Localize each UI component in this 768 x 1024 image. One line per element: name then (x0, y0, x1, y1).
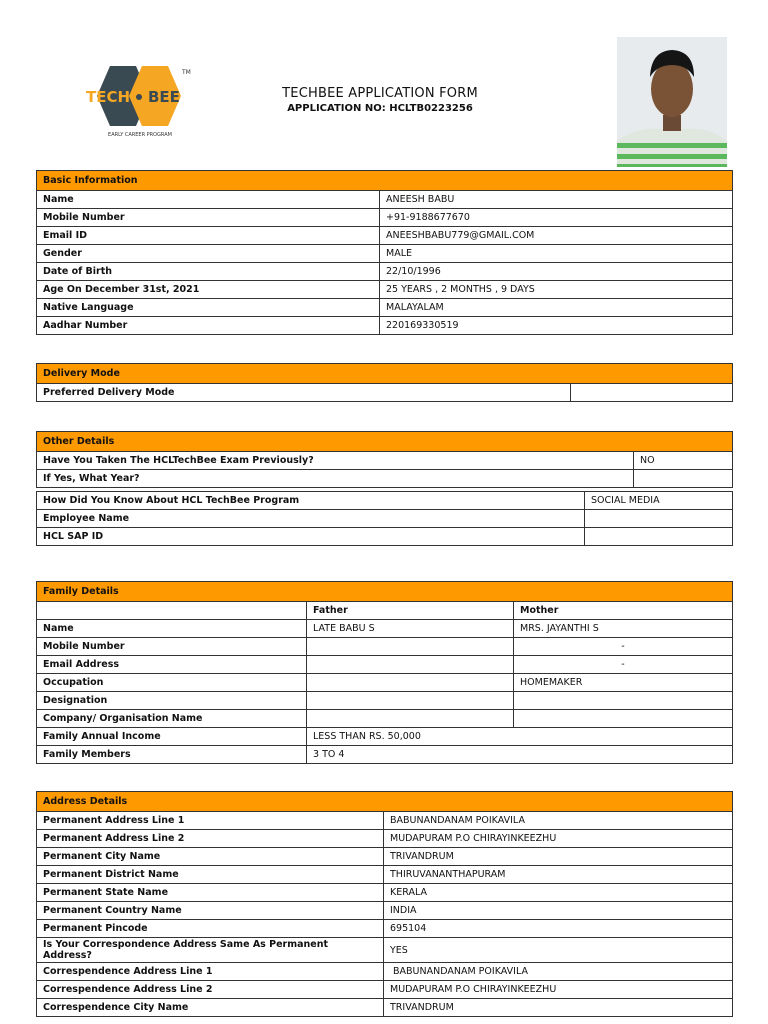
table-row: Permanent District Name THIRUVANANTHAPURAM (37, 866, 733, 884)
other-details-table (36, 431, 733, 488)
table-row: Permanent Address Line 1 BABUNANDANAM POIKAVILA (37, 812, 733, 830)
table-row: Is Your Correspondence Address Same As Permanent Address? YES (37, 938, 733, 963)
table-row: Native Language MALAYALAM (37, 299, 733, 317)
bee-icon (136, 94, 142, 100)
basic-information-table (36, 170, 733, 335)
table-row: Family Annual Income LESS THAN RS. 50,000 (37, 728, 733, 746)
other-details-heading: Other Details (37, 432, 733, 452)
table-row: Permanent City Name TRIVANDRUM (37, 848, 733, 866)
father-column-header: Father (307, 602, 514, 620)
logo-text-left: TECH (86, 88, 131, 106)
techbee-logo (80, 64, 200, 140)
delivery-mode-heading: Delivery Mode (37, 364, 733, 384)
table-row: If Yes, What Year? (37, 470, 733, 488)
family-details-table (36, 581, 733, 764)
table-row: Email Address - (37, 656, 733, 674)
table-row: Employee Name (37, 510, 733, 528)
application-number: APPLICATION NO: HCLTB0223256 (287, 103, 473, 114)
table-row: Name ANEESH BABU (37, 191, 733, 209)
table-row: Gender MALE (37, 245, 733, 263)
delivery-mode-table (36, 363, 733, 402)
basic-information-heading: Basic Information (37, 171, 733, 191)
table-row: Correspendence Address Line 1 BABUNANDANAM POIKAVILA (37, 963, 733, 981)
table-row: Have You Taken The HCLTechBee Exam Previously? NO (37, 452, 733, 470)
table-row: How Did You Know About HCL TechBee Program SOCIAL MEDIA (37, 492, 733, 510)
table-row: HCL SAP ID (37, 528, 733, 546)
table-row: Designation (37, 692, 733, 710)
table-row: Permanent State Name KERALA (37, 884, 733, 902)
table-row: Permanent Pincode 695104 (37, 920, 733, 938)
table-row: Company/ Organisation Name (37, 710, 733, 728)
table-row: Occupation HOMEMAKER (37, 674, 733, 692)
logo-text-right: BEE (148, 88, 180, 106)
table-row: Aadhar Number 220169330519 (37, 317, 733, 335)
table-row: Correspendence City Name TRIVANDRUM (37, 999, 733, 1017)
table-row: Age On December 31st, 2021 25 YEARS , 2 MONTHS , 9 DAYS (37, 281, 733, 299)
mother-column-header: Mother (514, 602, 733, 620)
table-row: Mobile Number - (37, 638, 733, 656)
table-header-row (37, 602, 733, 620)
applicant-photo (617, 37, 727, 167)
table-row: Correspendence Address Line 2 MUDAPURAM P.O CHIRAYINKEEZHU (37, 981, 733, 999)
logo-tagline: EARLY CAREER PROGRAM (108, 132, 172, 138)
table-row: Name LATE BABU S MRS. JAYANTHI S (37, 620, 733, 638)
table-row: Permanent Address Line 2 MUDAPURAM P.O CHIRAYINKEEZHU (37, 830, 733, 848)
table-row: Date of Birth 22/10/1996 (37, 263, 733, 281)
form-title-block (200, 86, 560, 114)
table-row: Permanent Country Name INDIA (37, 902, 733, 920)
family-details-heading: Family Details (37, 582, 733, 602)
table-row: Preferred Delivery Mode (37, 384, 733, 402)
form-title: TECHBEE APPLICATION FORM (282, 86, 478, 101)
table-row: Family Members 3 TO 4 (37, 746, 733, 764)
table-row: Mobile Number +91-9188677670 (37, 209, 733, 227)
address-details-heading: Address Details (37, 792, 733, 812)
logo-tm: TM (182, 69, 191, 76)
table-row: Email ID ANEESHBABU779@GMAIL.COM (37, 227, 733, 245)
other-details-program-table (36, 491, 733, 546)
address-details-table (36, 791, 733, 1017)
